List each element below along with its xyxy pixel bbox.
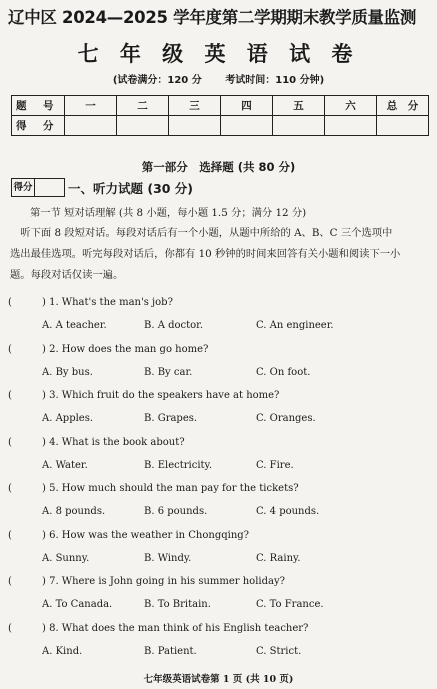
option-c: C. Rainy. [256, 552, 301, 564]
question-stem: ) 4. What is the book about? [42, 436, 185, 448]
question-stem: ) 7. Where is John going in his summer holiday? [42, 576, 285, 587]
score-table-score-row [12, 116, 429, 136]
option-c: C. Oranges. [256, 413, 316, 424]
question-stem: ) 6. How was the weather in Chongqing? [42, 529, 250, 541]
section-title-listening: 一、听力试题 (30 分) [68, 181, 194, 196]
page-footer: 七年级英语试卷第 1 页 (共 10 页) [143, 674, 294, 685]
question-stem: ) 8. What does the man think of his English teacher? [42, 622, 309, 634]
option-a: A. 8 pounds. [42, 506, 106, 517]
score-table-cell: 题 号 [12, 96, 65, 116]
score-table-cell: 二 [117, 96, 169, 116]
score-cell [117, 116, 169, 136]
instruction-line: 听下面 8 段短对话。每段对话后有一个小题，从题中所给的 A、B、C 三个选项中 [10, 227, 393, 239]
question-stem: ) 5. How much should the man pay for the tickets? [42, 483, 299, 494]
option-a: A. A teacher. [42, 320, 107, 331]
option-a: A. Apples. [42, 413, 94, 424]
option-b: B. Grapes. [144, 413, 198, 424]
option-c: C. On foot. [256, 366, 311, 378]
question-stem: ) 2. How does the man go home? [42, 343, 209, 355]
score-table [11, 95, 429, 136]
option-a: A. Kind. [42, 645, 83, 657]
part-one-title: 第一部分 选择题 (共 80 分) [141, 160, 296, 174]
option-b: B. A doctor. [144, 320, 204, 331]
score-table-cell: 一 [65, 96, 117, 116]
section-intro: 第一节 短对话理解 (共 8 小题，每小题 1.5 分；满分 12 分) [30, 207, 307, 219]
option-c: C. Strict. [256, 645, 302, 657]
score-cell [221, 116, 273, 136]
score-cell [377, 116, 429, 136]
score-table-cell: 总 分 [377, 96, 429, 116]
question-stem: ) 1. What's the man's job? [42, 297, 173, 308]
option-c: C. Fire. [256, 459, 294, 471]
option-b: B. Electricity. [144, 459, 213, 471]
option-a: A. To Canada. [42, 599, 113, 610]
score-cell [325, 116, 377, 136]
option-b: B. To Britain. [144, 599, 211, 610]
exam-info [0, 71, 437, 86]
score-cell [65, 116, 117, 136]
section-score-box [11, 178, 65, 197]
score-table-cell: 六 [325, 96, 377, 116]
exam-header: 辽中区 2024—2025 学年度第二学期期末教学质量监测 [8, 8, 417, 27]
option-b: B. Patient. [144, 645, 197, 657]
exam-page: 辽中区 2024—2025 学年度第二学期期末教学质量监测 七 年 级 英 语 试 卷 (试卷满分：120 分 考试时间：110 分钟) 题 号 一 二 三 四 五 六 总 分 得 分 第一部分 选择题 (共 80 分) 得分 一、听力试题 (30 分) 第一节 短对话理解 (共 8 小题，每小题 1.5 分；满分 12 分) 听下面 8 段短对话。每段对话后有一个小题，从题中所给的 A、B、C 三个选项中 选出最佳选项。听完每段对话后，你都有 10 秒钟的时间来回答有关小题和阅读下一小 题。每段对话仅读一遍。 ( ) 1. What's the man's job? A. A teacher. B. A doctor. C. An engineer. ( ) 2. How does the man go home? A. By bus. B. By car. C. On foot. ( ) 3. Which fruit do the speakers have at home? A. Apples. B. Grapes. C. Oranges. ( ) 4. What is the book about? A. Water. B. Electricity. C. Fire. ( ) 5. How much should the man pay for the tickets? A. 8 pounds. B. 6 pounds. C. 4 pounds. ( ) 6. How was the weather in Chongqing? A. Sunny. B. Windy. C. Rainy. ( ) 7. Where is John going in his summer holiday? A. To Canada. B. To Britain. C. To France. ( ) 8. What does the man think of his English teacher? A. Kind. B. Patient. C. Strict. 七年级英语试卷第 1 页 (共 10 页) [0, 0, 437, 689]
score-cell [169, 116, 221, 136]
instruction-line: 题。每段对话仅读一遍。 [10, 269, 124, 281]
option-c: C. 4 pounds. [256, 506, 320, 517]
exam-title: 七 年 级 英 语 试 卷 [77, 42, 360, 66]
section-score-label: 得分 [12, 179, 35, 196]
score-row-label: 得 分 [12, 116, 65, 136]
option-b: B. 6 pounds. [144, 506, 208, 517]
option-a: A. Water. [42, 459, 88, 471]
score-table-cell: 五 [273, 96, 325, 116]
option-b: B. By car. [144, 366, 193, 378]
option-b: B. Windy. [144, 552, 192, 564]
instruction-line: 选出最佳选项。听完每段对话后，你都有 10 秒钟的时间来回答有关小题和阅读下一小 [10, 248, 401, 260]
full-score: (试卷满分：120 分 [112, 75, 202, 86]
score-table-cell: 四 [221, 96, 273, 116]
score-table-cell: 三 [169, 96, 221, 116]
option-c: C. An engineer. [256, 320, 334, 331]
exam-time: 考试时间：110 分钟) [225, 75, 325, 86]
score-table-header-row [12, 96, 429, 116]
option-c: C. To France. [256, 599, 324, 610]
option-a: A. Sunny. [42, 552, 90, 564]
score-cell [273, 116, 325, 136]
question-stem: ) 3. Which fruit do the speakers have at home? [42, 390, 280, 401]
option-a: A. By bus. [42, 366, 93, 378]
